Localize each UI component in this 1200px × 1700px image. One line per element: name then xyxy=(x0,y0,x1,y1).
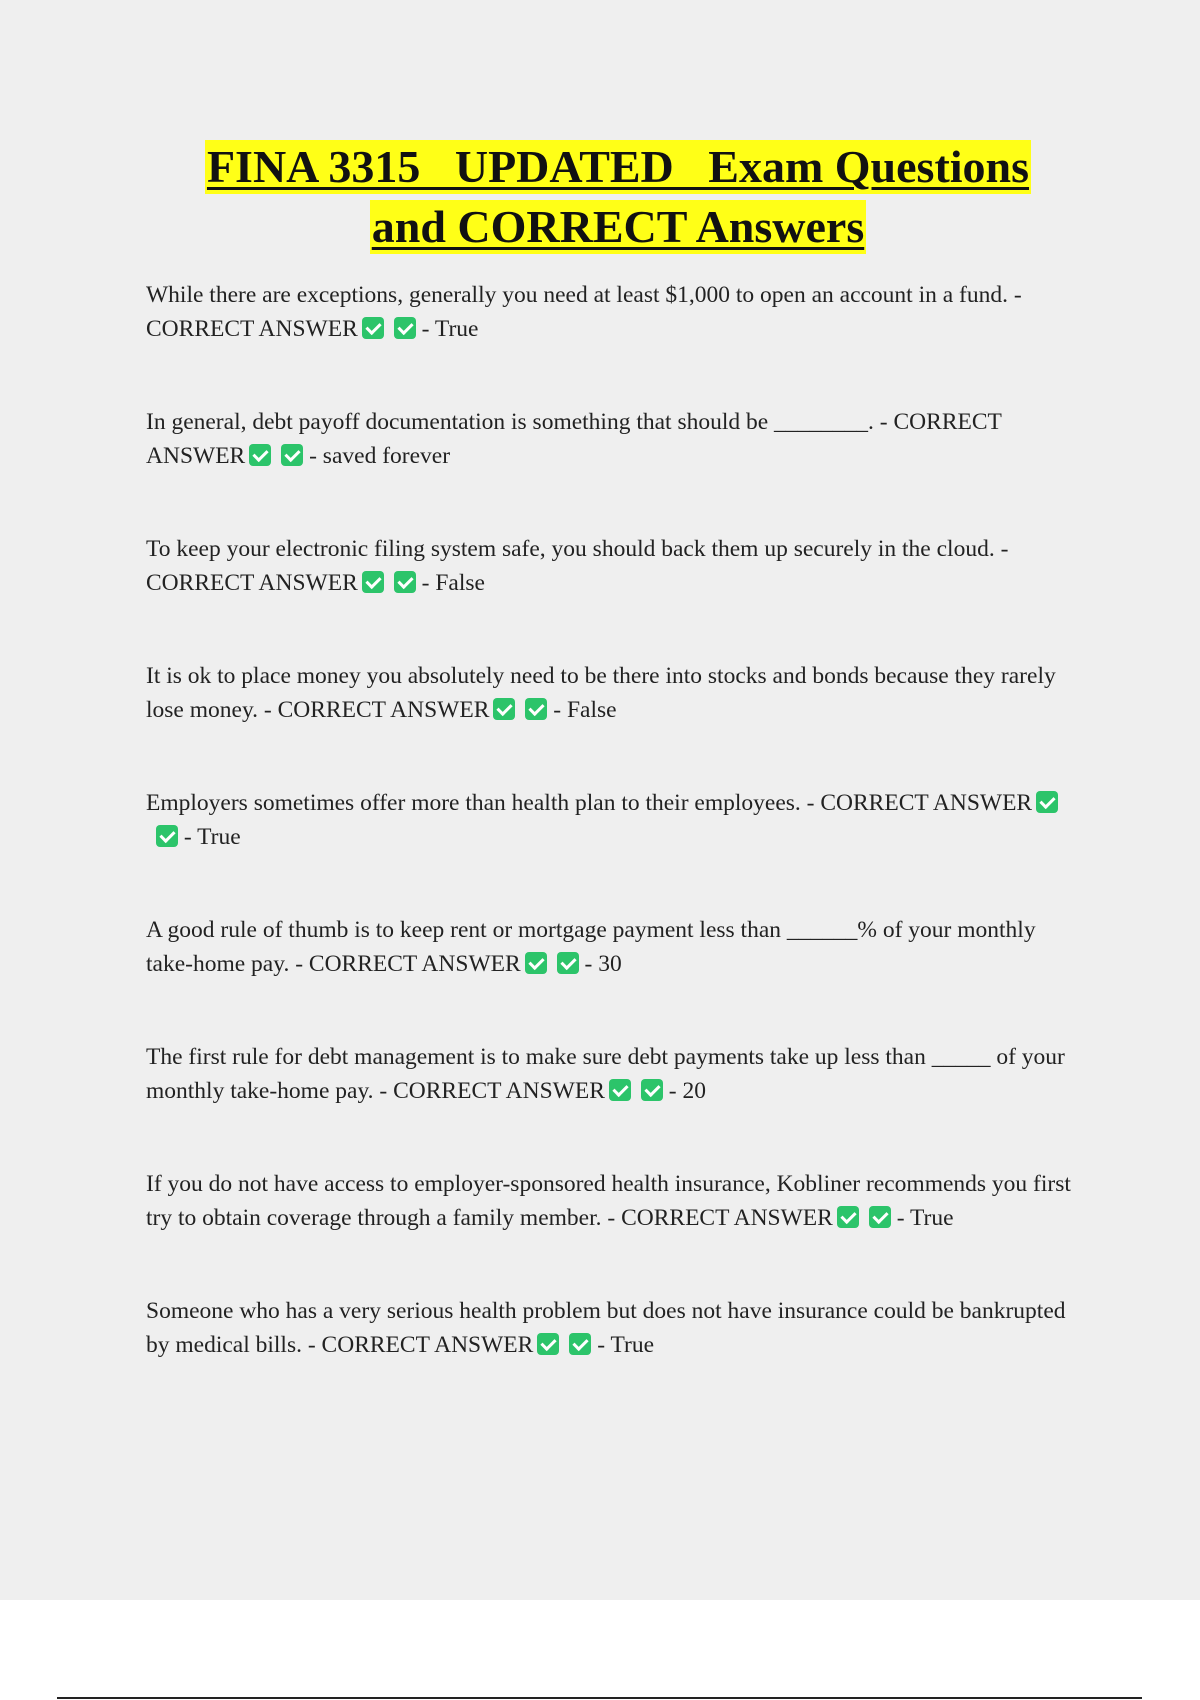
check-mark-icon xyxy=(362,317,384,339)
qa-item xyxy=(146,532,1086,659)
answer-text: - 30 xyxy=(584,951,622,977)
check-mark-icon xyxy=(869,1206,891,1228)
check-mark-icon xyxy=(525,952,547,974)
check-mark-icon xyxy=(569,1333,591,1355)
check-mark-icon xyxy=(557,952,579,974)
title-line-1: FINA 3315 UPDATED Exam Questions xyxy=(206,141,1030,192)
check-mark-icon xyxy=(1036,791,1058,813)
check-mark-icon xyxy=(394,317,416,339)
question-text: The first rule for debt management is to make sure debt payments take up less than _____ of your monthly take-home pay. - CORRECT ANSWER xyxy=(146,1044,1065,1104)
qa-item xyxy=(146,786,1086,913)
qa-item xyxy=(146,659,1086,786)
question-text: Employers sometimes offer more than health plan to their employees. - CORRECT ANSWER xyxy=(146,790,1033,816)
qa-item xyxy=(146,278,1086,405)
document-title xyxy=(120,140,1116,254)
check-mark-icon xyxy=(537,1333,559,1355)
qa-item xyxy=(146,405,1086,532)
check-mark-icon xyxy=(156,825,178,847)
check-mark-icon xyxy=(525,698,547,720)
answer-text: - saved forever xyxy=(309,443,451,469)
question-text: In general, debt payoff documentation is something that should be ________. - CORRECT ANSWER xyxy=(146,409,1002,469)
qa-item xyxy=(146,1294,1086,1421)
answer-text: - True xyxy=(896,1205,954,1231)
check-mark-icon xyxy=(493,698,515,720)
question-text: To keep your electronic filing system safe, you should back them up securely in the cloud. - CORRECT ANSWER xyxy=(146,536,1009,596)
question-text: A good rule of thumb is to keep rent or mortgage payment less than ______% of your monthly take-home pay. - CORRECT ANSWER xyxy=(146,917,1036,977)
check-mark-icon xyxy=(394,571,416,593)
footer-divider xyxy=(57,1697,1142,1699)
answer-text: - True xyxy=(597,1332,655,1358)
answer-text: - False xyxy=(553,697,617,723)
question-text: Someone who has a very serious health problem but does not have insurance could be bankrupted by medical bills. - CORRECT ANSWER xyxy=(146,1298,1066,1358)
answer-text: - False xyxy=(421,570,485,596)
qa-list xyxy=(146,278,1086,1421)
answer-text: - True xyxy=(421,316,479,342)
question-text: It is ok to place money you absolutely need to be there into stocks and bonds because they rarely lose money. - CORRECT ANSWER xyxy=(146,663,1056,723)
check-mark-icon xyxy=(609,1079,631,1101)
title-line-2: and CORRECT Answers xyxy=(371,201,865,252)
check-mark-icon xyxy=(837,1206,859,1228)
qa-item xyxy=(146,1040,1086,1167)
check-mark-icon xyxy=(362,571,384,593)
answer-text: - 20 xyxy=(668,1078,706,1104)
check-mark-icon xyxy=(249,444,271,466)
check-mark-icon xyxy=(281,444,303,466)
question-text: While there are exceptions, generally you need at least $1,000 to open an account in a fund. - CORRECT ANSWER xyxy=(146,282,1022,342)
qa-item xyxy=(146,1167,1086,1294)
check-mark-icon xyxy=(641,1079,663,1101)
answer-text: - True xyxy=(183,824,241,850)
question-text: If you do not have access to employer-sponsored health insurance, Kobliner recommends you first try to obtain coverage through a family member. - CORRECT ANSWER xyxy=(146,1171,1071,1231)
qa-item xyxy=(146,913,1086,1040)
